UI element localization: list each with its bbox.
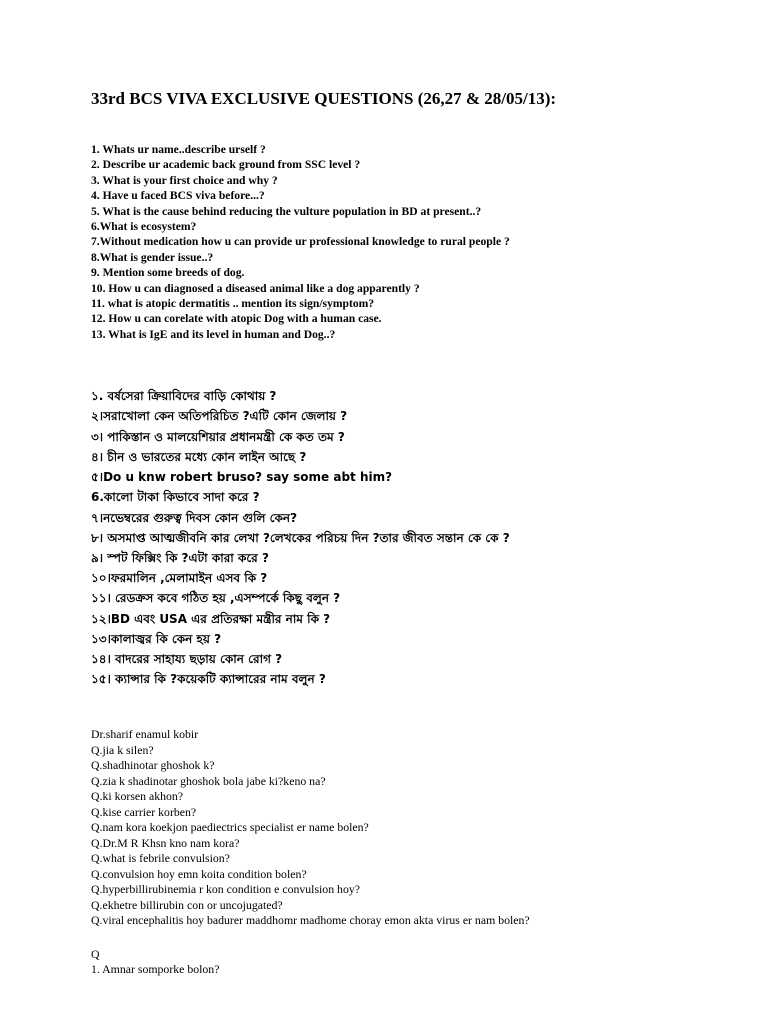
question-item: 4. Have u faced BCS viva before...?: [91, 189, 265, 203]
bangla-question-item: ৭।নভেম্বরের গুরুত্ব দিবস কোন গুলি কেন?: [91, 510, 298, 525]
doctor-question-item: Dr.sharif enamul kobir: [91, 727, 199, 742]
doctor-question-item: Q.nam kora koekjon paediectrics specialist er name bolen?: [91, 820, 369, 835]
bangla-question-list: [91, 386, 751, 689]
bangla-question-item: ৫।Do u knw robert bruso? say some abt him?: [91, 470, 393, 485]
bangla-question-item: ১. বর্ষসেরা ক্রিয়াবিদের বাড়ি কোথায় ?: [91, 389, 277, 404]
bangla-question-item: ১৫। ক্যান্সার কি ?কয়েকটি ক্যান্সারের নাম বলুন ?: [91, 672, 326, 687]
bangla-question-item: ৮। অসমাপ্ত আত্মজীবনি কার লেখা ?লেখকের পরিচয় দিন ?তার জীবত সন্তান কে কে ?: [91, 530, 510, 545]
doctor-question-item: Q.Dr.M R Khsn kno nam kora?: [91, 835, 240, 850]
bangla-question-item: ৩। পাকিস্তান ও মালয়েশিয়ার প্রধানমন্ত্রী কে কত তম ?: [91, 429, 345, 444]
bangla-question-item: ৪। চীন ও ভারতের মধ্যে কোন লাইন আছে ?: [91, 449, 307, 464]
doctor-question-list: [91, 727, 751, 929]
doctor-question-item: Q.viral encephalitis hoy badurer maddhomr madhome choray emon akta virus er nam bolen?: [91, 913, 530, 928]
bangla-question-item: ২।সরাখোলা কেন অতিপরিচিত ?এটি কোন জেলায় ?: [91, 409, 348, 424]
bangla-question-item: ৯। স্পট ফিক্সিং কি ?এটা কারা করে ?: [91, 550, 269, 565]
question-item: 9. Mention some breeds of dog.: [91, 266, 245, 280]
doctor-question-item: Q.ki korsen akhon?: [91, 789, 184, 804]
doctor-question-item: Q.convulsion hoy emn koita condition bolen?: [91, 866, 307, 881]
bangla-question-item: 6.কালো টাকা কিভাবে সাদা করে ?: [91, 490, 260, 505]
bangla-question-item: ১১। রেডক্রস কবে গঠিত হয় ,এসম্পর্কে কিছু বলুন ?: [91, 591, 341, 606]
question-item: 5. What is the cause behind reducing the vulture population in BD at present..?: [91, 204, 482, 218]
final-question-item: 1. Amnar somporke bolon?: [91, 962, 220, 977]
doctor-question-item: Q.hyperbillirubinemia r kon condition e convulsion hoy?: [91, 882, 360, 897]
doctor-question-item: Q.zia k shadinotar ghoshok bola jabe ki?keno na?: [91, 773, 326, 788]
doctor-question-item: Q.jia k silen?: [91, 742, 154, 757]
bangla-question-item: ১৪। বাদরের সাহায্য ছড়ায় কোন রোগ ?: [91, 651, 283, 666]
doctor-question-item: Q.kise carrier korben?: [91, 804, 197, 819]
document-page: [91, 88, 751, 978]
bangla-question-item: ১৩।কালাজ্বর কি কেন হয় ?: [91, 631, 222, 646]
english-question-list: [91, 142, 751, 342]
final-question-list: [91, 947, 751, 978]
doctor-question-item: Q.what is febrile convulsion?: [91, 851, 230, 866]
bangla-question-item: ১২।BD এবং USA এর প্রতিরক্ষা মন্ত্রীর নাম কি ?: [91, 611, 331, 626]
doctor-question-item: Q.shadhinotar ghoshok k?: [91, 758, 215, 773]
bangla-question-item: ১০।ফরমালিন ,মেলামাইন এসব কি ?: [91, 571, 268, 586]
question-item: 8.What is gender issue..?: [91, 250, 214, 264]
question-item: 3. What is your first choice and why ?: [91, 173, 278, 187]
question-item: 1. Whats ur name..describe urself ?: [91, 143, 266, 156]
question-item: 13. What is IgE and its level in human and Dog..?: [91, 327, 336, 341]
document-title: 33rd BCS VIVA EXCLUSIVE QUESTIONS (26,27 & 28/05/13):: [91, 89, 557, 108]
doctor-question-item: Q.ekhetre billirubin con or uncojugated?: [91, 897, 283, 912]
question-item: 11. what is atopic dermatitis .. mention its sign/symptom?: [91, 297, 375, 311]
question-item: 2. Describe ur academic back ground from SSC level ?: [91, 158, 361, 172]
question-item: 7.Without medication how u can provide ur professional knowledge to rural people ?: [91, 235, 510, 249]
question-item: 12. How u can corelate with atopic Dog with a human case.: [91, 312, 382, 326]
question-item: 10. How u can diagnosed a diseased animal like a dog apparently ?: [91, 281, 420, 295]
final-question-item: Q: [91, 946, 100, 961]
question-item: 6.What is ecosystem?: [91, 220, 197, 234]
